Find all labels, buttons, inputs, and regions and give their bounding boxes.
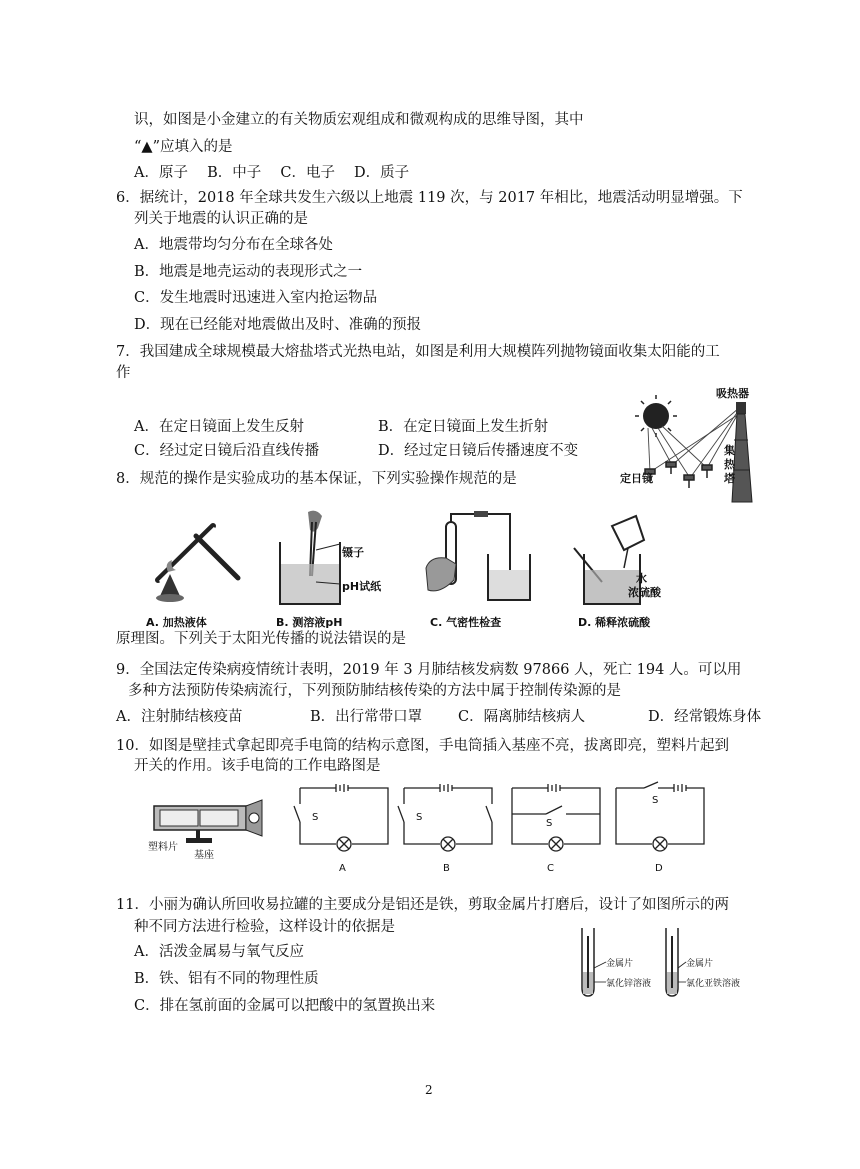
heliostat-label: 定日镜 — [620, 472, 653, 485]
q9-option-a: A．注射肺结核疫苗 — [116, 709, 243, 725]
plastic-sheet-label: 塑料片 — [148, 842, 178, 853]
q5-stem-line1: 识，如图是小金建立的有关物质宏观组成和微观构成的思维导图，其中 — [134, 112, 584, 128]
q11-option-a: A．活泼金属易与氧气反应 — [134, 944, 304, 960]
ph-paper-label: pH试纸 — [342, 580, 382, 593]
circuit-c-switch-label: S — [546, 818, 553, 829]
circuit-letter-d: D — [655, 863, 663, 874]
q11-option-b: B．铁、铝有不同的物理性质 — [134, 971, 319, 987]
base-label: 基座 — [194, 850, 214, 861]
q10-stem-line2: 开关的作用。该手电筒的工作电路图是 — [134, 758, 381, 774]
q7-option-b: B．在定日镜面上发生折射 — [378, 419, 549, 435]
absorber-label: 吸热器 — [716, 387, 749, 400]
acid-label: 浓硫酸 — [628, 586, 661, 599]
q7-stem-line2: 作 — [116, 365, 131, 381]
lab-figure-dilute-acid — [566, 508, 686, 608]
circuit-d — [614, 784, 706, 848]
q6-stem-line1: 6．据统计，2018 年全球共发生六级以上地震 119 次，与 2017 年相比，地震活动明显增强。下 — [116, 190, 743, 206]
q6-option-d: D．现在已经能对地震做出及时、准确的预报 — [134, 317, 422, 333]
q5-options: A．原子 B．中子 C．电子 D．质子 — [134, 165, 410, 181]
circuit-c — [510, 784, 602, 848]
tube1-solution-label: 氯化锌溶液 — [606, 979, 652, 989]
tube1-metal-label: 金属片 — [606, 959, 634, 969]
q5-stem-line2: “▲”应填入的是 — [134, 139, 233, 155]
q7-stem-line1: 7．我国建成全球规模最大熔盐塔式光热电站，如图是利用大规模阵列抛物镜面收集太阳能的工 — [116, 344, 720, 360]
q7-tail-text: 原理图。下列关于太阳光传播的说法错误的是 — [116, 631, 406, 647]
q9-stem-line2: 多种方法预防传染病流行，下列预防肺结核传染的方法中属于控制传染源的是 — [128, 683, 621, 699]
page-number: 2 — [425, 1083, 433, 1097]
q7-option-a: A．在定日镜面上发生反射 — [134, 419, 304, 435]
circuit-letter-a: A — [339, 863, 346, 874]
q9-stem-line1: 9．全国法定传染病疫情统计表明，2019 年 3 月肺结核发病数 97866 人，死亡 194 人。可以用 — [116, 662, 742, 678]
q9-option-d: D．经常锻炼身体 — [648, 709, 762, 725]
tweezers-label: 镊子 — [342, 546, 364, 559]
q9-option-b: B．出行常带口罩 — [310, 709, 423, 725]
q11-stem-line1: 11．小丽为确认所回收易拉罐的主要成分是铝还是铁，剪取金属片打磨后，设计了如图所示的两 — [116, 897, 729, 913]
q11-stem-line2: 种不同方法进行检验，这样设计的依据是 — [134, 919, 395, 935]
q11-option-c: C．排在氢前面的金属可以把酸中的氢置换出来 — [134, 998, 436, 1014]
q7-option-c: C．经过定日镜后沿直线传播 — [134, 443, 320, 459]
circuit-b-switch-label: S — [416, 812, 423, 823]
q9-option-c: C．隔离肺结核病人 — [458, 709, 586, 725]
q7-option-d: D．经过定日镜后传播速度不变 — [378, 443, 579, 459]
q6-option-b: B．地震是地壳运动的表现形式之一 — [134, 264, 363, 280]
test-tube-1 — [582, 928, 606, 996]
test-tube-2 — [666, 928, 686, 996]
q8-stem: 8．规范的操作是实验成功的基本保证，下列实验操作规范的是 — [116, 471, 517, 487]
circuit-a-switch-label: S — [312, 812, 319, 823]
heliostat-mirrors — [645, 462, 712, 488]
q6-option-c: C．发生地震时迅速进入室内抢运物品 — [134, 290, 378, 306]
lab-figure-airtightness — [420, 508, 540, 608]
q6-option-a: A．地震带均匀分布在全球各处 — [134, 237, 333, 253]
tower-label: 集热塔 — [724, 444, 735, 485]
lab-figure-heating-liquid — [138, 508, 248, 608]
water-label: 水 — [636, 572, 647, 585]
sun-icon — [635, 395, 677, 437]
lab-caption-b: B. 测溶液pH — [276, 616, 343, 629]
q6-stem-line2: 列关于地震的认识正确的是 — [134, 211, 308, 227]
circuit-letter-b: B — [443, 863, 450, 874]
tube2-solution-label: 氯化亚铁溶液 — [686, 979, 741, 989]
lab-caption-d: D. 稀释浓硫酸 — [578, 616, 651, 629]
circuit-d-switch-label: S — [652, 795, 659, 806]
lab-caption-a: A. 加热液体 — [146, 616, 207, 629]
tube2-metal-label: 金属片 — [686, 959, 714, 969]
lab-caption-c: C. 气密性检查 — [430, 616, 502, 629]
circuit-letter-c: C — [547, 863, 554, 874]
q10-stem-line1: 10．如图是壁挂式拿起即亮手电筒的结构示意图，手电筒插入基座不亮，拔离即亮，塑料片起到 — [116, 738, 729, 754]
